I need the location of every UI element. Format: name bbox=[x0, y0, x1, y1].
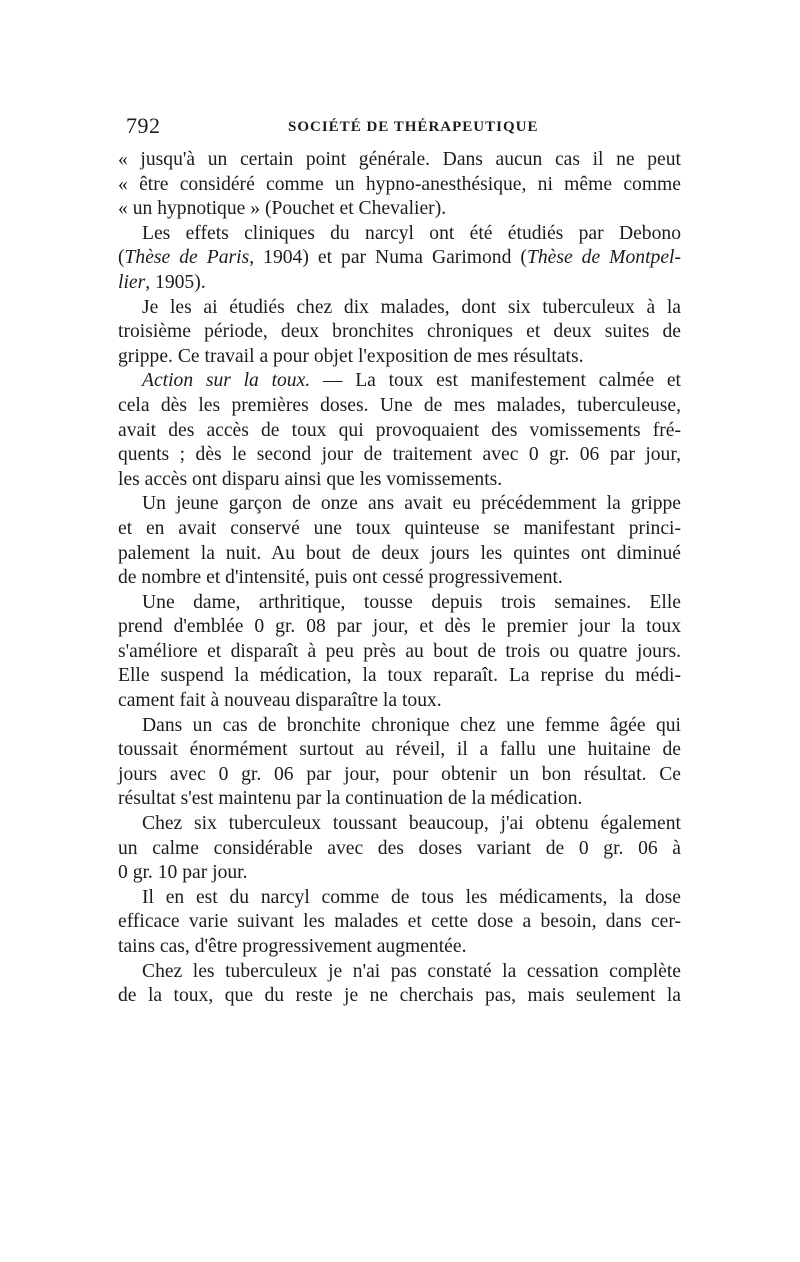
text-line: jours avec 0 gr. 06 par jour, pour obtenir un bon résultat. Ce bbox=[118, 763, 681, 785]
text-line: « jusqu'à un certain point générale. Dans aucun cas il ne peut bbox=[118, 149, 681, 170]
italic-text: Action sur la toux. bbox=[142, 370, 311, 392]
text-line: Il en est du narcyl comme de tous les médicaments, la dose bbox=[142, 886, 681, 908]
body-text bbox=[118, 148, 681, 1009]
text-line: Chez les tuberculeux je n'ai pas constaté la cessation complète bbox=[142, 960, 681, 982]
text-line: troisième période, deux bronchites chroniques et deux suites de bbox=[118, 321, 681, 343]
text-line: prend d'emblée 0 gr. 08 par jour, et dès le premier jour la toux bbox=[118, 616, 681, 638]
text-line: s'améliore et disparaît à peu près au bout de trois ou quatre jours. bbox=[118, 640, 681, 662]
text-span: , 1905). bbox=[145, 271, 206, 293]
text-line bbox=[118, 246, 681, 271]
running-title: SOCIÉTÉ DE THÉRAPEUTIQUE bbox=[288, 119, 539, 135]
text-line: Je les ai étudiés chez dix malades, dont six tuberculeux à la bbox=[142, 296, 681, 318]
text-span: ( bbox=[118, 247, 125, 269]
text-line: un calme considérable avec des doses variant de 0 gr. 06 à bbox=[118, 837, 681, 859]
italic-text: lier bbox=[118, 271, 146, 293]
page-number: 792 bbox=[126, 113, 161, 138]
text-span: , 1904) et par Numa Garimond ( bbox=[249, 247, 527, 269]
text-line: Elle suspend la médication, la toux reparaît. La reprise du médi- bbox=[118, 665, 681, 687]
text-line: les accès ont disparu ainsi que les vomissements. bbox=[118, 468, 503, 490]
italic-text: Thèse de Paris bbox=[124, 247, 250, 269]
text-line: quents ; dès le second jour de traitement avec 0 gr. 06 par jour, bbox=[118, 444, 681, 466]
text-line bbox=[118, 369, 681, 394]
text-line: « être considéré comme un hypno-anesthésique, ni même comme bbox=[118, 173, 681, 195]
italic-text: Thèse de Montpel- bbox=[526, 247, 681, 269]
text-line: grippe. Ce travail a pour objet l'exposition de mes résultats. bbox=[118, 345, 584, 367]
page-header bbox=[118, 113, 682, 143]
text-line: Un jeune garçon de onze ans avait eu précédemment la grippe bbox=[142, 493, 681, 515]
text-line: Une dame, arthritique, tousse depuis trois semaines. Elle bbox=[142, 591, 681, 613]
text-line: toussait énormément surtout au réveil, il a fallu une huitaine de bbox=[118, 739, 681, 761]
text-line: et en avait conservé une toux quinteuse se manifestant princi- bbox=[118, 517, 681, 539]
text-line: efficace varie suivant les malades et cette dose a besoin, dans cer- bbox=[118, 911, 681, 933]
text-line: de nombre et d'intensité, puis ont cessé progressivement. bbox=[118, 567, 563, 589]
text-line: résultat s'est maintenu par la continuation de la médication. bbox=[118, 788, 583, 810]
text-line bbox=[118, 271, 681, 296]
text-line: « un hypnotique » (Pouchet et Chevalier). bbox=[118, 198, 447, 220]
text-line: cela dès les premières doses. Une de mes malades, tuberculeuse, bbox=[118, 394, 681, 416]
text-line: 0 gr. 10 par jour. bbox=[118, 862, 248, 884]
text-line: cament fait à nouveau disparaître la toux. bbox=[118, 690, 442, 712]
text-line: Dans un cas de bronchite chronique chez une femme âgée qui bbox=[142, 714, 681, 736]
text-line: de la toux, que du reste je ne cherchais pas, mais seulement la bbox=[118, 985, 681, 1007]
text-span: — La toux est manifestement calmée et bbox=[310, 370, 681, 392]
text-line: tains cas, d'être progressivement augmentée. bbox=[118, 936, 467, 957]
text-line: Chez six tuberculeux toussant beaucoup, j'ai obtenu également bbox=[142, 813, 681, 835]
text-line: Les effets cliniques du narcyl ont été étudiés par Debono bbox=[142, 222, 681, 244]
text-line: palement la nuit. Au bout de deux jours les quintes ont diminué bbox=[118, 542, 681, 564]
text-line: avait des accès de toux qui provoquaient des vomissements fré- bbox=[118, 419, 681, 441]
